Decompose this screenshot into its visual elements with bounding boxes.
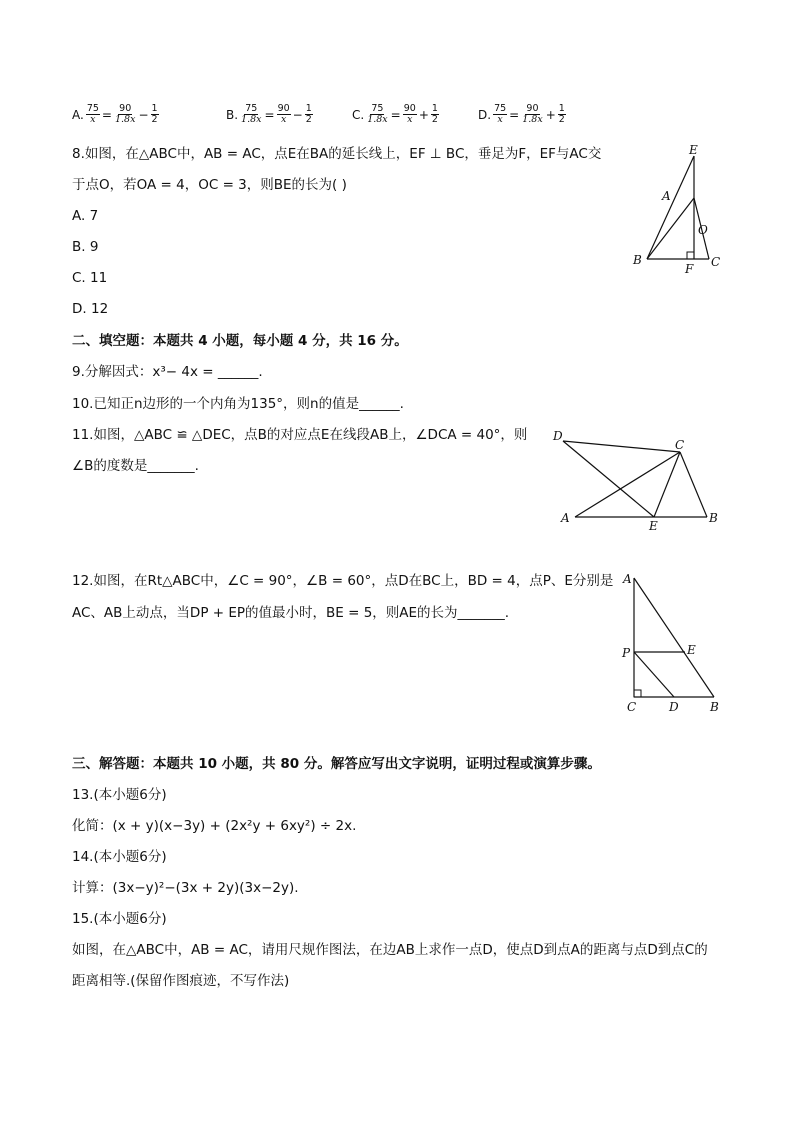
operator: −: [138, 107, 149, 122]
q10-text: 10.已知正n边形的一个内角为135°，则n的值是______.: [72, 396, 404, 412]
q11-line2: ∠B的度数是_______.: [72, 458, 199, 474]
label-b: B: [710, 700, 719, 714]
q8-stem-line1: 8.如图，在△ABC中，AB = AC，点E在BA的延长线上，EF ⊥ BC，垂足为F，EF与AC交: [72, 146, 602, 162]
denominator: 1.8x: [367, 114, 388, 125]
option-label: D.: [478, 107, 492, 122]
right-angle-mark: [687, 252, 694, 259]
label-d: D: [669, 700, 679, 714]
numerator: 1: [151, 103, 158, 114]
q12-line1: 12.如图，在Rt△ABC中，∠C = 90°，∠B = 60°，点D在BC上，BD = 4，点P、E分别是: [72, 573, 614, 589]
label-b: B: [709, 511, 718, 525]
numerator: 1: [305, 103, 312, 114]
fraction: [431, 104, 439, 125]
numerator: 90: [277, 103, 290, 114]
numerator: 1: [558, 103, 565, 114]
right-angle-mark: [634, 690, 641, 697]
denominator: 2: [558, 114, 565, 125]
segment-cb: [680, 452, 707, 517]
denominator: 2: [431, 114, 438, 125]
q15-line2: 距离相等.(保留作图痕迹，不写作法): [72, 973, 290, 989]
label-c: C: [627, 700, 637, 714]
label-a: A: [561, 511, 570, 525]
q7-option-d: D. $\frac{75}{x}$ = $\frac{90}{1.8x}$ + $\frac{1}{2}$: [478, 103, 565, 125]
denominator: 2: [305, 114, 312, 125]
q15-line1: 如图，在△ABC中，AB = AC，请用尺规作图法，在边AB上求作一点D，使点D到点A的距离与点D到点C的: [72, 942, 708, 958]
label-o: O: [698, 223, 708, 237]
fraction: [493, 104, 507, 125]
section-2-heading: 二、填空题：本题共 4 小题，每小题 4 分，共 16 分。: [72, 333, 408, 349]
q14-body: 计算：(3x−y)²−(3x + 2y)(3x−2y).: [72, 880, 299, 896]
numerator: 75: [86, 103, 99, 114]
fraction: [403, 104, 417, 125]
q7-option-c: C. $\frac{75}{1.8x}$ = $\frac{90}{x}$ + $\frac{1}{2}$: [352, 103, 438, 125]
fraction: [305, 104, 313, 125]
segment-ab: [634, 578, 714, 697]
operator: +: [418, 107, 429, 122]
denominator: x: [407, 114, 413, 125]
numerator: 75: [371, 103, 384, 114]
label-d: D: [553, 429, 563, 443]
q8-stem-line2: 于点O，若OA = 4，OC = 3，则BE的长为( ): [72, 177, 347, 193]
q15-heading: 15.(本小题6分): [72, 911, 167, 927]
label-e: E: [649, 519, 658, 533]
section-3-heading: 三、解答题：本题共 10 小题，共 80 分。解答应写出文字说明，证明过程或演算步骤。: [72, 756, 601, 772]
segment-ac: [575, 452, 680, 517]
denominator: 1.8x: [241, 114, 262, 125]
q12-line2: AC、AB上动点，当DP + EP的值最小时，BE = 5，则AE的长为_______.: [72, 605, 510, 621]
fraction: [240, 104, 262, 125]
label-f: F: [685, 262, 694, 276]
operator: +: [545, 107, 556, 122]
option-label: A.: [72, 107, 84, 122]
fraction: [86, 104, 100, 125]
numerator: 90: [119, 103, 132, 114]
fraction: [114, 104, 136, 125]
segment-ce: [654, 452, 680, 517]
label-p: P: [622, 646, 631, 660]
q13-body: 化简：(x + y)(x−3y) + (2x²y + 6xy²) ÷ 2x.: [72, 818, 357, 834]
denominator: x: [90, 114, 96, 125]
q11-triangle-figure: [550, 425, 730, 535]
label-a: A: [623, 572, 632, 586]
denominator: 2: [151, 114, 158, 125]
fraction: [558, 104, 566, 125]
operator: −: [292, 107, 303, 122]
denominator: x: [280, 114, 287, 125]
q11-line1: 11.如图，△ABC ≌ △DEC，点B的对应点E在线段AB上，∠DCA = 40°，则: [72, 427, 528, 443]
fraction: [521, 104, 543, 125]
q8-choice-d: D. 12: [72, 301, 109, 317]
segment-de: [563, 441, 654, 517]
denominator: x: [497, 114, 503, 125]
q8-choice-c: C. 11: [72, 270, 108, 286]
fraction: [277, 104, 291, 125]
option-label: C.: [352, 107, 365, 122]
label-e: E: [687, 643, 696, 657]
numerator: 90: [526, 103, 539, 114]
label-c: C: [711, 255, 721, 269]
q8-choice-a: A. 7: [72, 208, 99, 224]
q13-heading: 13.(本小题6分): [72, 787, 167, 803]
q8-triangle-figure: [620, 140, 730, 280]
fraction: [151, 104, 159, 125]
denominator: 1.8x: [114, 114, 136, 125]
numerator: 1: [431, 103, 438, 114]
numerator: 75: [245, 103, 258, 114]
q7-option-b: B. $\frac{75}{1.8x}$ = $\frac{90}{x}$ − $\frac{1}{2}$: [226, 103, 312, 125]
q9-text: 9.分解因式：x³− 4x = ______.: [72, 364, 263, 380]
q12-right-triangle-figure: [615, 565, 735, 720]
label-e: E: [689, 143, 698, 157]
fraction: [366, 104, 388, 125]
denominator: 1.8x: [522, 114, 543, 125]
q8-choice-b: B. 9: [72, 239, 99, 255]
label-b: B: [633, 253, 642, 267]
numerator: 75: [494, 103, 507, 114]
q14-heading: 14.(本小题6分): [72, 849, 167, 865]
label-c: C: [675, 438, 685, 452]
numerator: 90: [403, 103, 416, 114]
label-a: A: [662, 189, 671, 203]
q7-option-a: A. $\frac{75}{x}$ = $\frac{90}{1.8x}$ − $\frac{1}{2}$: [72, 103, 158, 125]
segment-dc: [563, 441, 680, 452]
option-label: B.: [226, 107, 239, 122]
